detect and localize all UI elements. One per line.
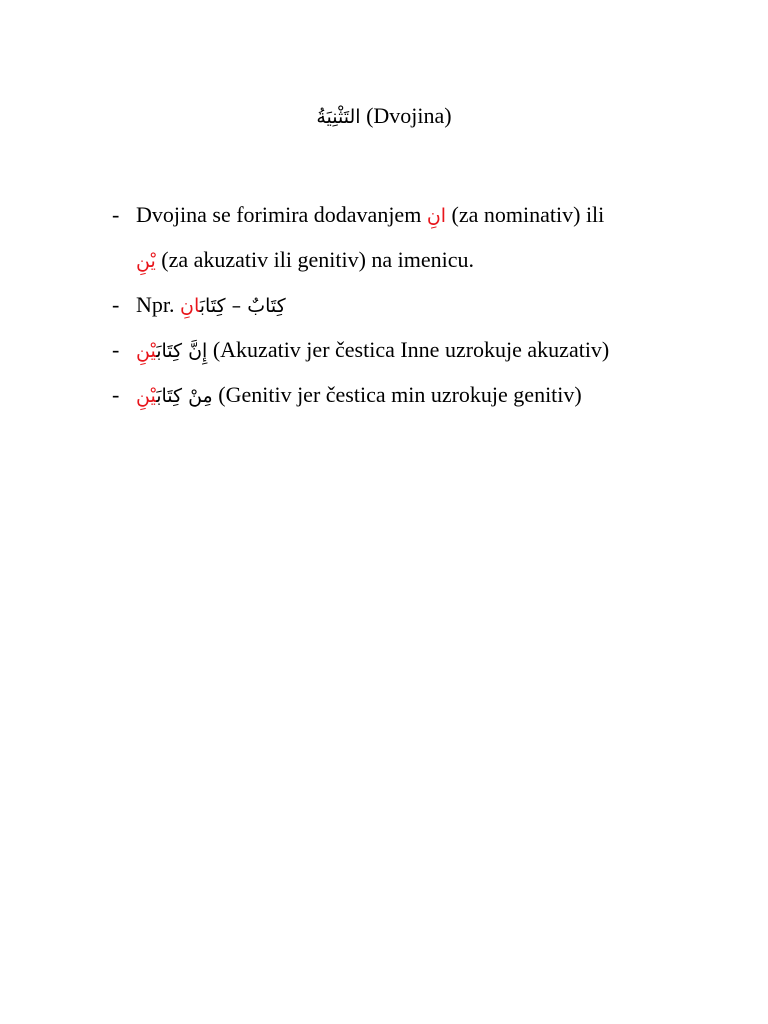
item-text: Npr. bbox=[136, 292, 180, 317]
arabic-example bbox=[136, 340, 207, 362]
list-dash: - bbox=[112, 292, 120, 317]
list-dash: - bbox=[112, 382, 120, 407]
list-item bbox=[112, 193, 692, 283]
item-text: Dvojina se forimira dodavanjem bbox=[136, 202, 427, 227]
arabic-word-plain: كِتَابٌ – bbox=[225, 295, 286, 317]
list-item bbox=[112, 328, 692, 373]
list-item bbox=[112, 283, 692, 328]
arabic-example bbox=[180, 295, 286, 317]
arabic-suffix-red: انِ bbox=[426, 205, 447, 227]
list-item bbox=[112, 373, 692, 418]
arabic-example bbox=[136, 385, 213, 407]
arabic-suffix-red: يْنِ bbox=[136, 385, 157, 407]
list-dash: - bbox=[112, 202, 120, 227]
item-text: (Genitiv jer čestica min uzrokuje genitiv) bbox=[212, 382, 582, 407]
title-latin: (Dvojina) bbox=[366, 103, 452, 128]
title-arabic: التَثْنِيَةُ bbox=[316, 106, 361, 128]
item-continuation bbox=[136, 238, 692, 283]
arabic-word-plain: إِنَّ كِتَابَ bbox=[156, 340, 208, 362]
item-text: (za akuzativ ili genitiv) na imenicu. bbox=[155, 247, 475, 272]
arabic-suffix-red: انِ bbox=[180, 295, 200, 317]
arabic-word-plain: كِتَابَ bbox=[199, 295, 226, 317]
list-dash: - bbox=[112, 337, 120, 362]
item-text: (Akuzativ jer čestica Inne uzrokuje akuzativ) bbox=[207, 337, 610, 362]
arabic-suffix-red: يْنِ bbox=[136, 250, 156, 272]
bullet-list bbox=[112, 193, 692, 418]
arabic-suffix-red: يْنِ bbox=[136, 340, 157, 362]
page-title bbox=[0, 100, 768, 133]
item-text: (za nominativ) ili bbox=[446, 202, 605, 227]
arabic-word-plain: مِنْ كِتَابَ bbox=[156, 385, 213, 407]
